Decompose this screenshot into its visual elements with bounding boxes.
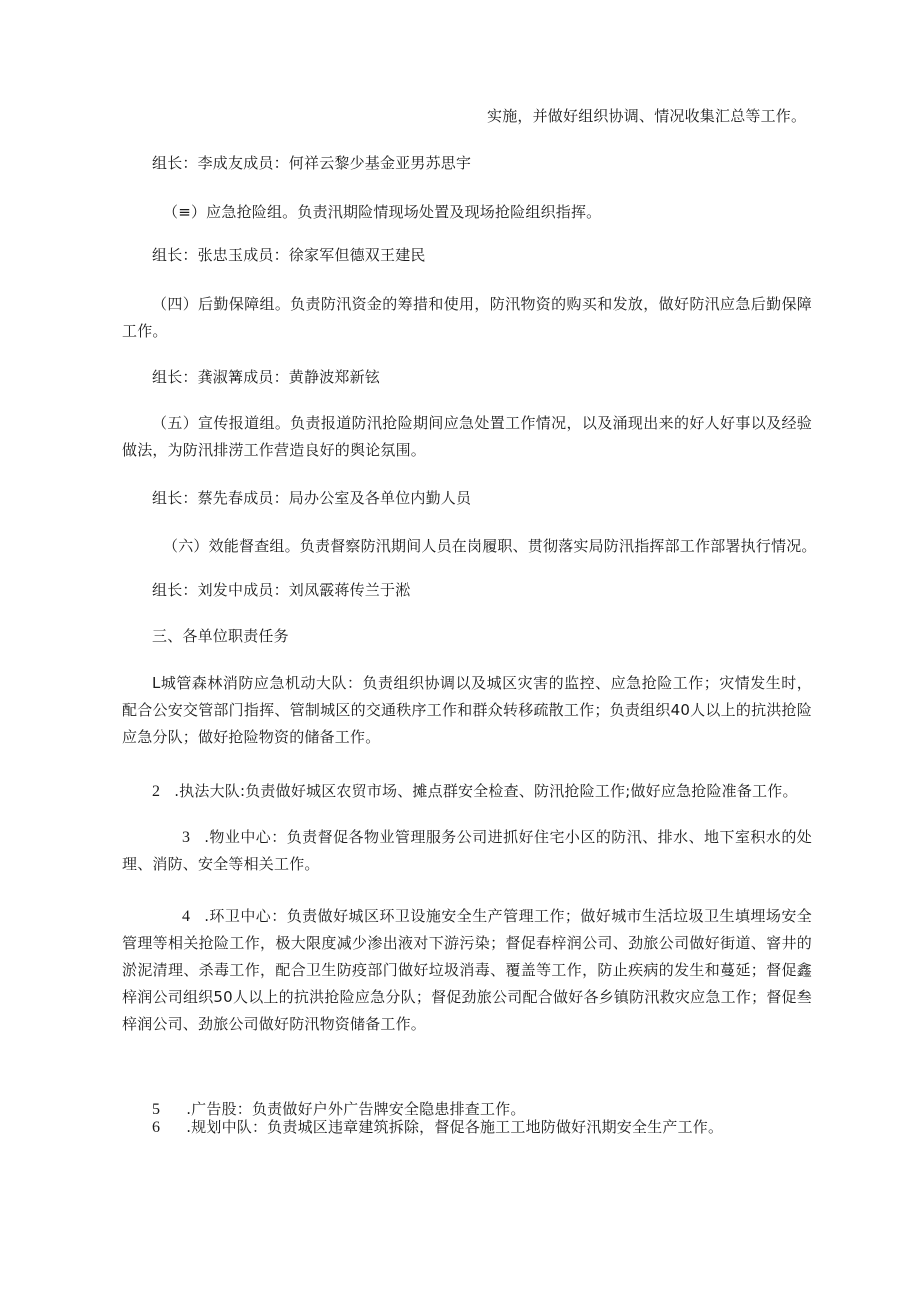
item-text: .环卫中心：负责做好城区环卫设施安全生产管理工作；做好城市生活垃圾卫生填埋场安全管理等相关抢险工作，极大限度减少渗出液对下游污染；督促春梓润公司、劲旅公司做好街道、窨井的淤泥清理、杀毒工作，配合卫生防疫部门做好垃圾消毒、覆盖等工作，防止疾病的发生和蔓延；督促鑫梓润公司组织50人以上的抗洪抢险应急分队；督促劲旅公司配合做好各乡镇防汛救灾应急工作；督促叁梓润公司、劲旅公司做好防汛物资储备工作。 xyxy=(122,907,812,1033)
item-number: 6 xyxy=(152,1119,161,1136)
group-leader-line: 组长：李成友成员：何祥云黎少基金亚男苏思宇 xyxy=(152,154,472,172)
group-leader-line: 组长：龚淑篝成员：黄静波郑新铉 xyxy=(152,368,381,386)
emergency-rescue-group: （≡）应急抢险组。负责汛期险情现场处置及现场抢险组织指挥。 xyxy=(163,203,602,221)
item-text: .物业中心：负责督促各物业管理服务公司进抓好住宅小区的防汛、排水、地下室积水的处理、消防、安全等相关工作。 xyxy=(122,828,812,873)
item-text: .规划中队：负责城区违章建筑拆除，督促各施工工地防做好汛期安全生产工作。 xyxy=(186,1118,724,1136)
unit-duty-1: L城管森林消防应急机动大队：负责组织协调以及城区灾害的监控、应急抢险工作；灾情发生时，配合公安交管部门指挥、管制城区的交通秩序工作和群众转移疏散工作；负责组织40人以上的抗洪抢险应急分队；做好抢险物资的储备工作。 xyxy=(122,674,812,746)
unit-duty-2 xyxy=(152,778,798,805)
group-leader-line: 组长：刘发中成员：刘凤霰蒋传兰于淞 xyxy=(152,581,411,599)
unit-duty-6-line xyxy=(152,1114,723,1141)
item-number: 5 xyxy=(152,1101,161,1118)
item-number: 4 xyxy=(182,908,191,925)
publicity-group: （五）宣传报道组。负责报道防汛抢险期间应急处置工作情况，以及涌现出来的好人好事以及经验做法，为防汛排涝工作营造良好的舆论氛围。 xyxy=(122,414,812,459)
paragraph-continuation: 实施，并做好组织协调、情况收集汇总等工作。 xyxy=(487,107,807,125)
supervision-group: （六）效能督查组。负责督察防汛期间人员在岗履职、贯彻落实局防汛指挥部工作部署执行情况。 xyxy=(163,537,817,555)
group-leader-line: 组长：张忠玉成员：徐家军但德双王建民 xyxy=(152,246,426,264)
unit-duty-4 xyxy=(122,903,812,1038)
item-number: 2 xyxy=(152,783,161,800)
section-heading: 三、各单位职责任务 xyxy=(152,627,289,645)
logistics-group: （四）后勤保障组。负责防汛资金的筹措和使用，防汛物资的购买和发放，做好防汛应急后勤保障工作。 xyxy=(122,295,812,340)
group-leader-line: 组长：蔡先春成员：局办公室及各单位内勤人员 xyxy=(152,489,472,507)
item-number: 3 xyxy=(182,829,191,846)
unit-duty-3 xyxy=(122,824,812,878)
item-text: .执法大队:负责做好城区农贸市场、摊点群安全检查、防汛抢险工作;做好应急抢险准备工作。 xyxy=(174,782,798,800)
item-text: .广告股：负责做好户外广告牌安全隐患排查工作。 xyxy=(186,1100,526,1118)
